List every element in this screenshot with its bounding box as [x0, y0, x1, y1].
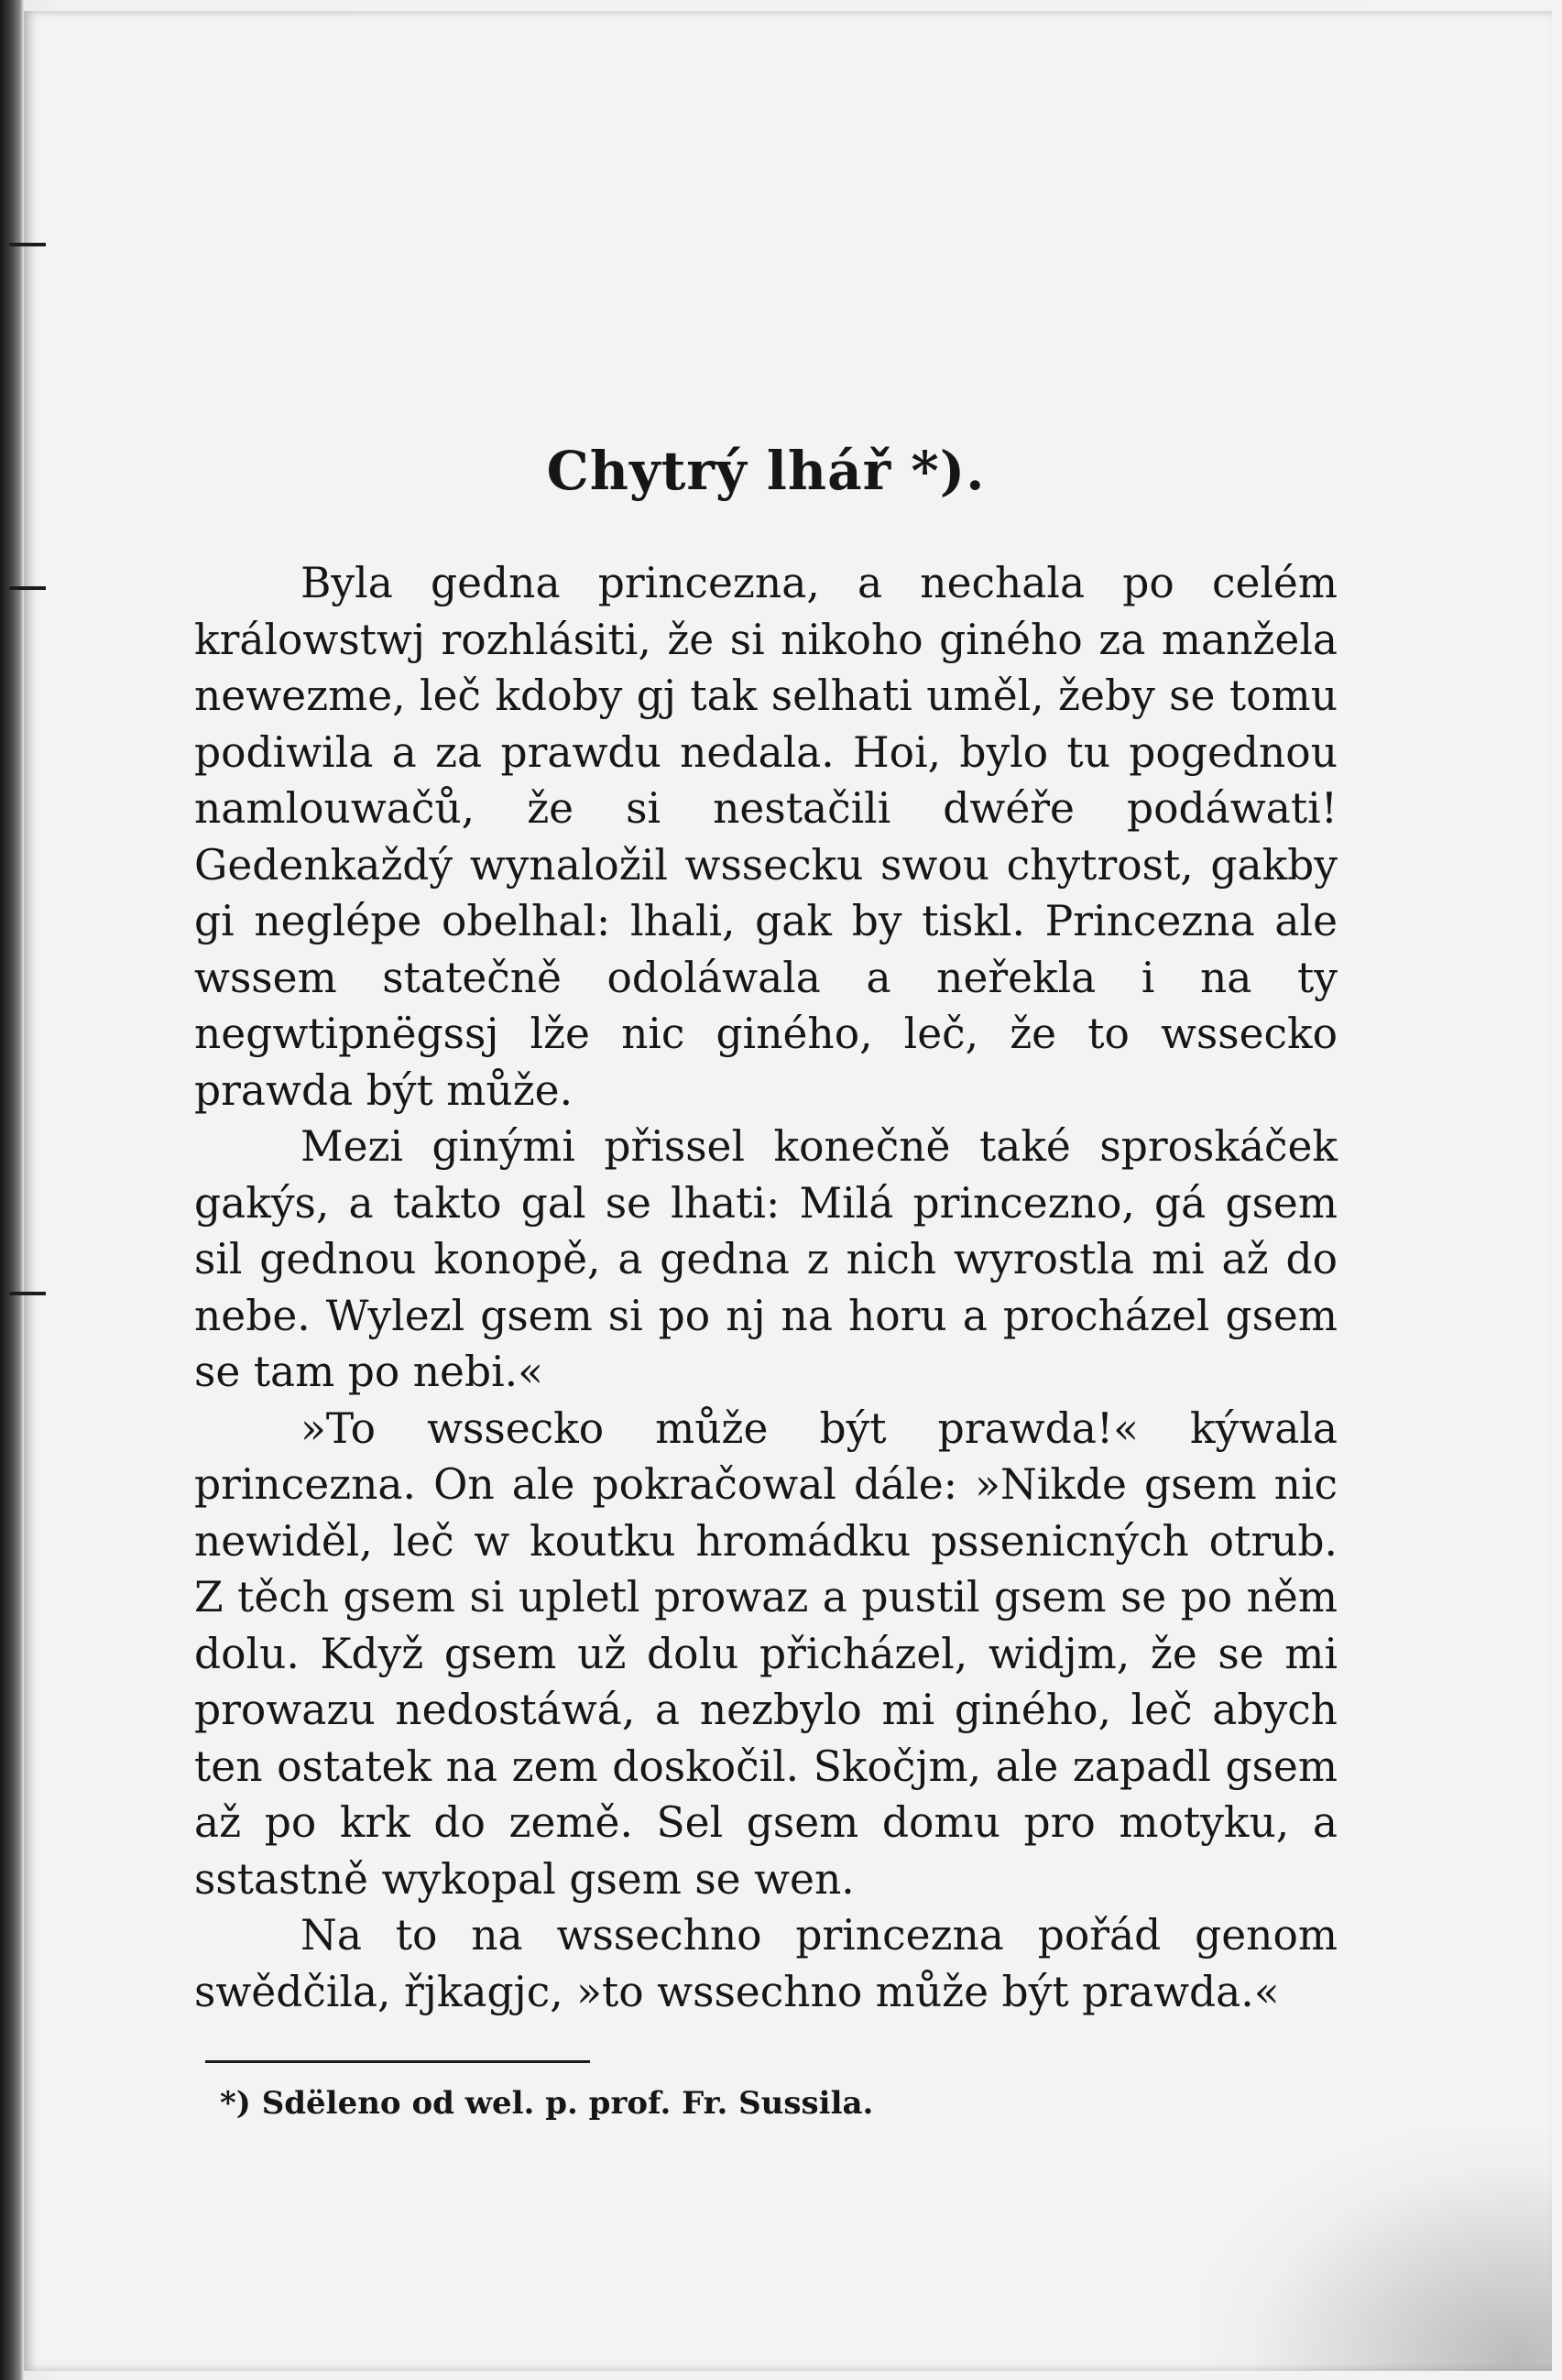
paragraph: »To wssecko může být prawda!« kýwala princezna. On ale pokračowal dále: »Nikde gsem nic newiděl, leč w koutku hromádku pssenicných otrub. Z těch gsem si upletl prowaz a pustil gsem se po něm dolu. Když gsem už dolu přicházel, widjm, že se mi prowazu nedostáwá, a nezbylo mi giného, leč abych ten ostatek na zem doskočil. Skočjm, ale zapadl gsem až po krk do země. Sel gsem domu pro motyku, a sstastně wykopal gsem se wen. [194, 1403, 1338, 1904]
spine-mark [9, 243, 46, 246]
page-text [194, 440, 1338, 2123]
paragraph: Na to na wssechno princezna pořád genom swědčila, řjkagjc, »to wssechno může být prawda.« [194, 1911, 1338, 2016]
book-spine-edge [0, 0, 20, 2380]
spine-mark [9, 586, 46, 590]
footnote: *) Sdëleno od wel. p. prof. Fr. Sussila. [220, 2085, 874, 2122]
spine-mark [9, 1292, 46, 1295]
story-title: Chytrý lhář *). [546, 440, 986, 502]
paragraph: Mezi ginými přissel konečně také sproskáček gakýs, a takto gal se lhati: Milá princezno, gá gsem sil gednou konopě, a gedna z nich wyrostla mi až do nebe. Wylezl gsem si po nj na horu a procházel gsem se tam po nebi.« [194, 1122, 1338, 1396]
footnote-divider [205, 2060, 590, 2063]
page-stain [1204, 2133, 1552, 2371]
paragraph: Byla gedna princezna, a nechala po celém králowstwj rozhlásiti, že si nikoho giného za manžela newezme, leč kdoby gj tak selhati uměl, žeby se tomu podiwila a za prawdu nedala. Hoi, bylo tu pogednou namlouwačů, že si nestačili dwéře podáwati! Gedenkaždý wynaložil wssecku swou chytrost, gakby gi neglépe obelhal: lhali, gak by tiskl. Princezna ale wssem statečně odoláwala a neřekla i na ty negwtipnëgssj lže nic giného, leč, že to wssecko prawda být může. [194, 559, 1338, 1115]
